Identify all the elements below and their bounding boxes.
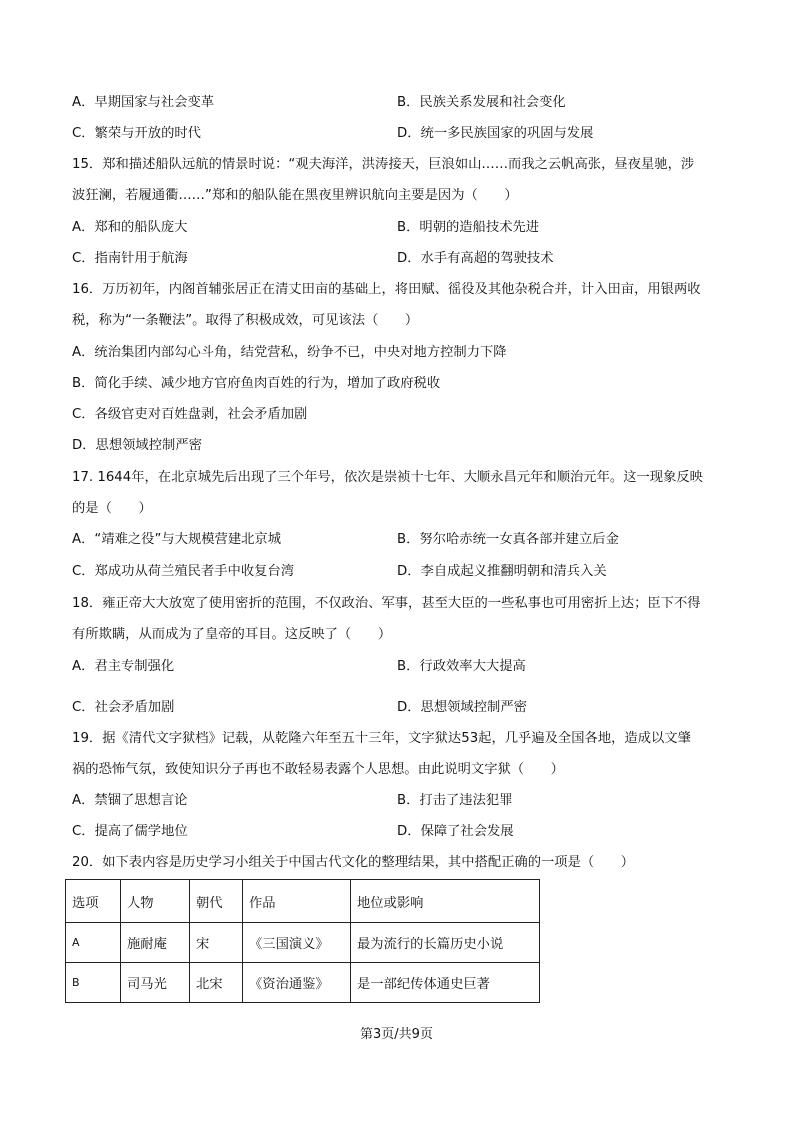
table-row xyxy=(66,963,540,1003)
table-header-cell: 地位或影响 xyxy=(351,880,540,923)
table-cell: 北宋 xyxy=(190,963,243,1003)
table-header-cell: 作品 xyxy=(243,880,351,923)
q16-option-c: C．各级官吏对百姓盘剥，社会矛盾加剧 xyxy=(72,407,308,422)
table-cell: 是一部纪传体通史巨著 xyxy=(351,963,540,1003)
q15-option-a: A．郑和的船队庞大 xyxy=(72,220,188,235)
q16-stem-line1: 16．万历初年，内阁首辅张居正在清丈田亩的基础上，将田赋、徭役及其他杂税合并，计入田亩，用银两收 xyxy=(72,282,701,297)
table-header-cell: 朝代 xyxy=(190,880,243,923)
q16-stem-line2: 税，称为“一条鞭法”。取得了积极成效，可见该法（ ） xyxy=(72,313,419,328)
table-cell: 最为流行的长篇历史小说 xyxy=(351,923,540,963)
q18-stem-line1: 18．雍正帝大大放宽了使用密折的范围，不仅政治、军事，甚至大臣的一些私事也可用密折上达；臣下不得 xyxy=(72,596,701,611)
q18-option-a: A．君主专制强化 xyxy=(72,659,175,674)
q15-stem-line1: 15．郑和描述船队远航的情景时说：“观夫海洋，洪涛接天，巨浪如山……而我之云帆高张，昼夜星驰，涉 xyxy=(72,157,695,172)
table-cell: 司马光 xyxy=(121,963,190,1003)
q18-option-d: D．思想领域控制严密 xyxy=(397,700,527,715)
q17-option-a: A．“靖难之役”与大规模营建北京城 xyxy=(72,532,282,547)
q20-stem: 20．如下表内容是历史学习小组关于中国古代文化的整理结果，其中搭配正确的一项是（ ） xyxy=(72,855,635,870)
q19-stem-line1: 19．据《清代文字狱档》记载，从乾隆六年至五十三年，文字狱达53起，几乎遍及全国各地，造成以文肇 xyxy=(72,731,691,746)
q15-option-d: D．水手有高超的驾驶技术 xyxy=(397,251,554,266)
q14-option-b: B．民族关系发展和社会变化 xyxy=(397,95,566,110)
q17-option-d: D．李自成起义推翻明朝和清兵入关 xyxy=(397,564,607,579)
q19-stem-line2: 祸的恐怖气氛，致使知识分子再也不敢轻易表露个人思想。由此说明文字狱（ ） xyxy=(72,762,564,777)
q16-option-d: D．思想领域控制严密 xyxy=(72,438,202,453)
table-cell: 《资治通鉴》 xyxy=(243,963,351,1003)
table-cell: 宋 xyxy=(190,923,243,963)
q15-option-c: C．指南针用于航海 xyxy=(72,251,188,266)
q15-option-b: B．明朝的造船技术先进 xyxy=(397,220,540,235)
q17-stem-line2: 的是（ ） xyxy=(72,501,152,516)
q16-option-b: B．简化手续、减少地方官府鱼肉百姓的行为，增加了政府税收 xyxy=(72,376,441,391)
table-header-cell: 人物 xyxy=(121,880,190,923)
q18-stem-line2: 有所欺瞒，从而成为了皇帝的耳目。这反映了（ ） xyxy=(72,627,392,642)
table-header-cell: 选项 xyxy=(66,880,121,923)
table-cell: 《三国演义》 xyxy=(243,923,351,963)
q20-table xyxy=(65,879,540,1003)
table-cell: A xyxy=(66,923,121,963)
page-footer: 第3页/共9页 xyxy=(360,1027,433,1042)
q18-option-c: C．社会矛盾加剧 xyxy=(72,700,175,715)
q19-option-c: C．提高了儒学地位 xyxy=(72,824,188,839)
q14-option-a: A．早期国家与社会变革 xyxy=(72,95,215,110)
q19-option-a: A．禁锢了思想言论 xyxy=(72,793,188,808)
q16-option-a: A．统治集团内部勾心斗角，结党营私，纷争不已，中央对地方控制力下降 xyxy=(72,345,507,360)
q19-option-d: D．保障了社会发展 xyxy=(397,824,514,839)
q19-option-b: B．打击了违法犯罪 xyxy=(397,793,513,808)
q17-option-c: C．郑成功从荷兰殖民者手中收复台湾 xyxy=(72,564,295,579)
q14-option-d: D．统一多民族国家的巩固与发展 xyxy=(397,126,594,141)
table-cell: 施耐庵 xyxy=(121,923,190,963)
q14-option-c: C．繁荣与开放的时代 xyxy=(72,126,201,141)
q15-stem-line2: 波狂澜，若履通衢……”郑和的船队能在黑夜里辨识航向主要是因为（ ） xyxy=(72,188,518,203)
q17-stem-line1: 17. 1644年，在北京城先后出现了三个年号，依次是崇祯十七年、大顺永昌元年和顺治元年。这一现象反映 xyxy=(72,470,703,485)
table-header-row xyxy=(66,880,540,923)
table-cell: B xyxy=(66,963,121,1003)
table-row xyxy=(66,923,540,963)
q18-option-b: B．行政效率大大提高 xyxy=(397,659,526,674)
q17-option-b: B．努尔哈赤统一女真各部并建立后金 xyxy=(397,532,619,547)
